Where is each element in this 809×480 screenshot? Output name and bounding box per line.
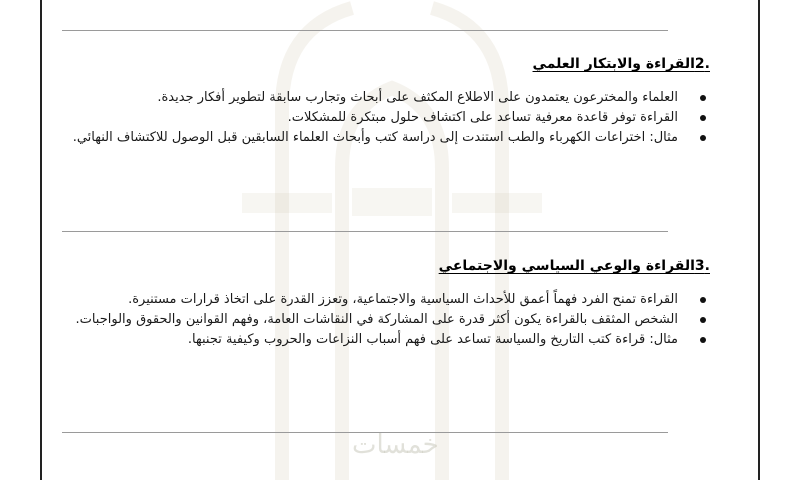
bullet-icon [700,135,706,141]
bullet-icon [700,317,706,323]
bullet-icon [700,115,706,121]
bullet-icon [700,95,706,101]
bullet-icon [700,337,706,343]
section-heading: .2القراءة والابتكار العلمي [532,56,710,72]
section-heading: .3القراءة والوعي السياسي والاجتماعي [438,258,710,274]
bullet-list [62,88,710,148]
section-reading-innovation [62,54,710,148]
section-reading-awareness [62,256,710,350]
bullet-icon [700,297,706,303]
list-item: القراءة تمنح الفرد فهماً أعمق للأحداث السياسية والاجتماعية، وتعزز القدرة على اتخاذ قرارات مستنيرة. [62,290,710,310]
divider-bottom [62,432,668,433]
bullet-list [62,290,710,350]
list-item: مثال: اختراعات الكهرباء والطب استندت إلى دراسة كتب وأبحاث العلماء السابقين قبل الوصول للاكتشاف النهائي. [62,128,710,148]
divider-top [62,30,668,31]
divider-middle [62,231,668,232]
list-item: القراءة توفر قاعدة معرفية تساعد على اكتشاف حلول مبتكرة للمشكلات. [62,108,710,128]
list-item: مثال: قراءة كتب التاريخ والسياسة تساعد على فهم أسباب النزاعات والحروب وكيفية تجنبها. [62,330,710,350]
watermark-text: خمسات [352,430,439,460]
list-item: الشخص المثقف بالقراءة يكون أكثر قدرة على المشاركة في النقاشات العامة، وفهم القوانين والحقوق والواجبات. [62,310,710,330]
list-item: العلماء والمخترعون يعتمدون على الاطلاع المكثف على أبحاث وتجارب سابقة لتطوير أفكار جديدة. [62,88,710,108]
